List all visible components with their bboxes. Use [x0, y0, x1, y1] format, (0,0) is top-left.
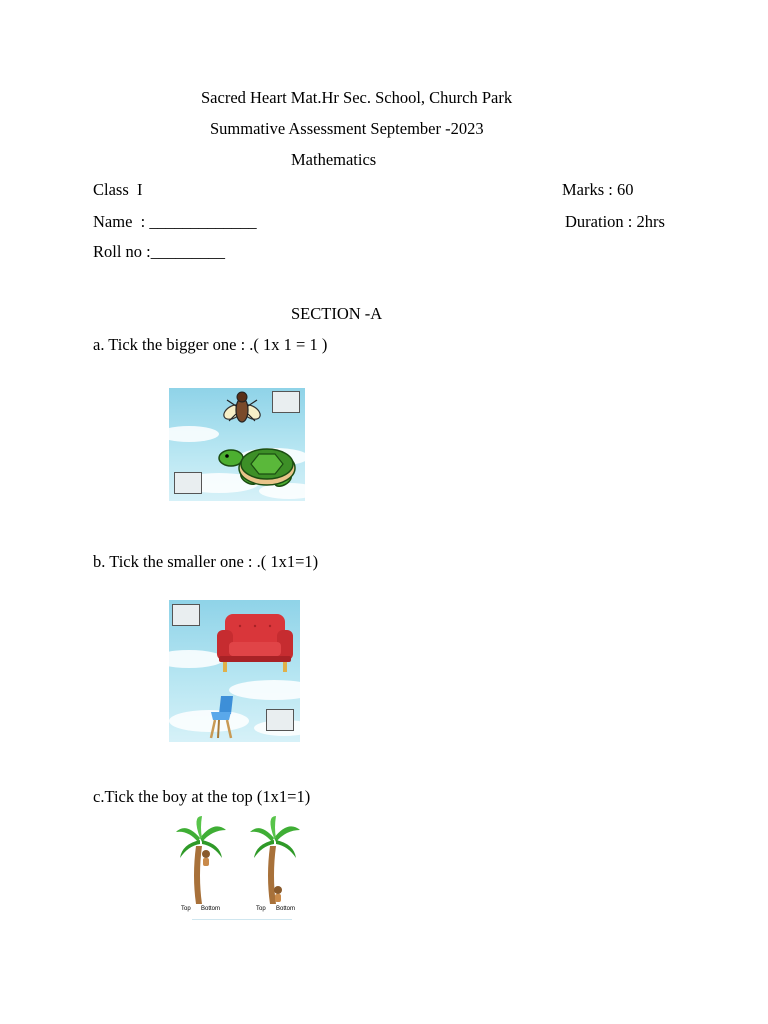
question-b: b. Tick the smaller one : .( 1x1=1): [93, 552, 319, 571]
tree2-top-label: Top: [256, 906, 266, 912]
question-a: a. Tick the bigger one : .( 1x 1 = 1 ): [93, 335, 328, 354]
chair-icon: [205, 694, 239, 740]
question-a-picture: [169, 388, 305, 501]
exam-title: Summative Assessment September -2023: [210, 119, 484, 138]
tree1-top-label: Top: [181, 906, 191, 912]
tick-box-sofa[interactable]: [172, 604, 200, 626]
palm-tree-boy-top-icon: [176, 816, 228, 906]
class-label: Class I: [93, 180, 143, 199]
tick-box-turtle[interactable]: [174, 472, 202, 494]
duration-label: Duration : 2hrs: [565, 212, 665, 231]
roll-no-field: Roll no :_________: [93, 242, 226, 261]
marks-label: Marks : 60: [562, 180, 634, 199]
fly-icon: [221, 388, 263, 428]
tick-box-chair[interactable]: [266, 709, 294, 731]
school-name: Sacred Heart Mat.Hr Sec. School, Church Park: [201, 88, 513, 107]
subject-title: Mathematics: [291, 150, 377, 169]
divider: [192, 919, 292, 920]
question-b-picture: [169, 600, 300, 742]
palm-tree-boy-bottom-icon: [250, 816, 302, 906]
tree1-bottom-label: Bottom: [201, 906, 221, 912]
sofa-icon: [215, 612, 295, 674]
question-c-picture: [170, 816, 305, 926]
tick-box-fly[interactable]: [272, 391, 300, 413]
tree2-bottom-label: Bottom: [276, 906, 296, 912]
turtle-icon: [217, 442, 303, 492]
name-field: Name : _____________: [93, 212, 257, 231]
question-c: c.Tick the boy at the top (1x1=1): [93, 787, 311, 806]
section-heading: SECTION -A: [291, 304, 383, 323]
